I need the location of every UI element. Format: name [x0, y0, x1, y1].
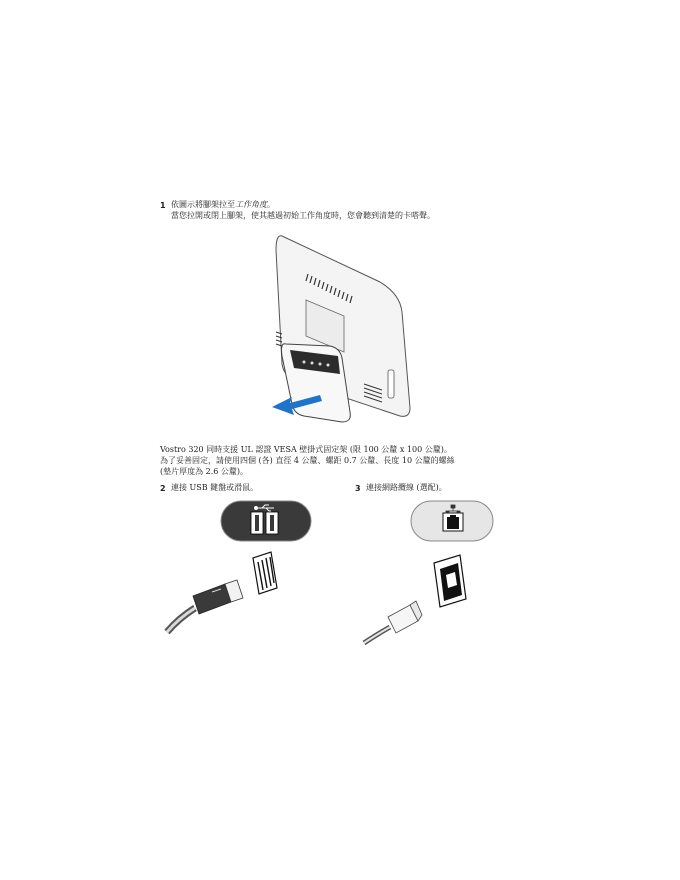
usb-plug-illustration — [165, 550, 285, 635]
step-1-emphasis: 工作角度 — [235, 200, 267, 209]
step-2-number: 2 — [160, 484, 166, 493]
vesa-note-line-3: (墊片厚度為 2.6 公釐)。 — [160, 467, 249, 476]
step-1-text — [171, 199, 275, 210]
step-1-detail: 當您拉開或閉上腳架，使其越過初始工作角度時，您會聽到清楚的卡嗒聲。 — [171, 211, 435, 220]
network-port-badge — [410, 500, 494, 542]
usb-port-badge — [220, 500, 312, 542]
step-1-end: 。 — [267, 200, 275, 209]
step-1-number: 1 — [160, 201, 166, 210]
step-1-label: 依圖示將腳架拉至 — [171, 200, 235, 209]
computer-stand-illustration — [260, 232, 420, 427]
vesa-note-line-1: Vostro 320 同時支援 UL 認證 VESA 壁掛式固定架 (限 100 公釐 x 100 公釐)。 — [160, 445, 452, 454]
step-3-text: 連接網路纜線 (選配)。 — [366, 483, 447, 492]
network-plug-illustration — [360, 555, 480, 650]
step-3-number: 3 — [355, 484, 361, 493]
vesa-note-line-2: 為了妥善固定，請使用四個 (各) 直徑 4 公釐、螺距 0.7 公釐、長度 10 公釐的螺絲 — [160, 456, 455, 465]
step-2-text: 連接 USB 鍵盤或滑鼠。 — [171, 483, 259, 492]
